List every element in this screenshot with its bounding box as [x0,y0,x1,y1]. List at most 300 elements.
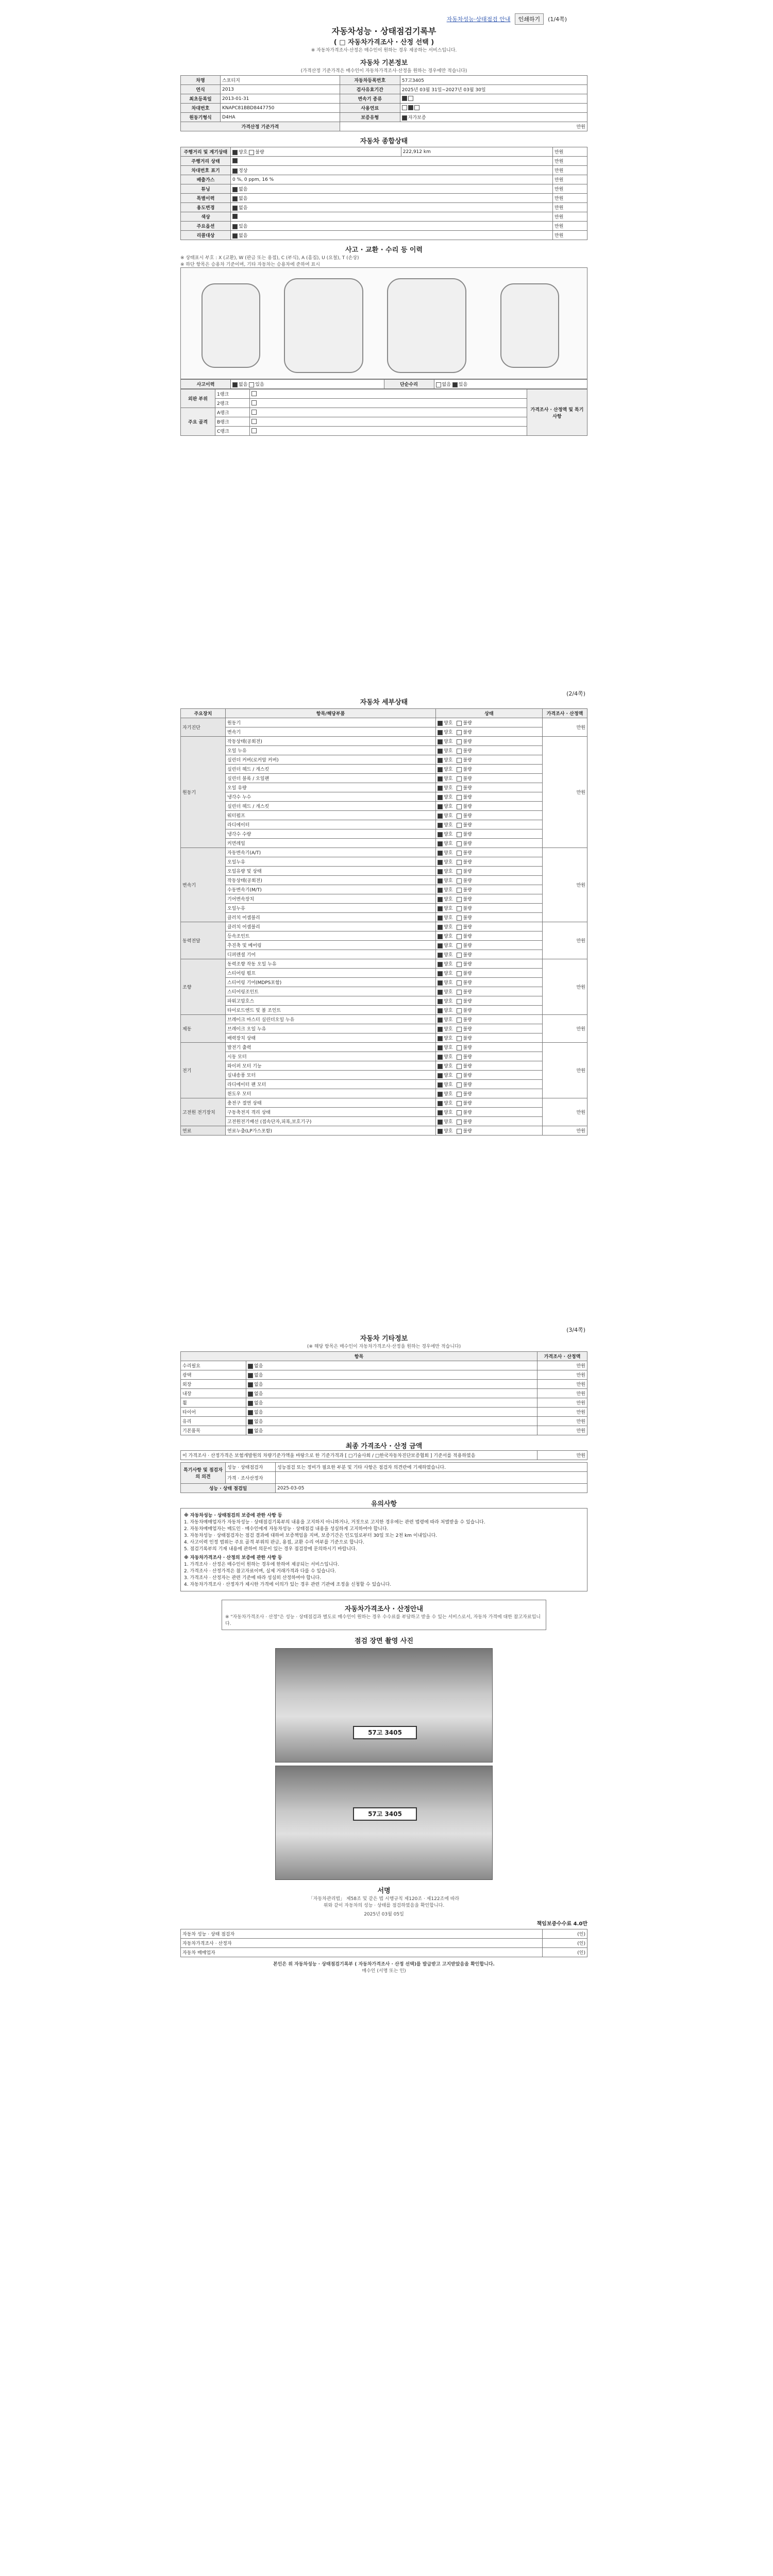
other-row [181,1361,587,1370]
col-device: 주요장치 [181,709,226,718]
detail-row [181,755,587,765]
detail-item-name: 클러치 어셈블리 [226,922,436,931]
detail-bad-checkbox[interactable] [457,804,462,809]
detail-bad-checkbox[interactable] [457,878,462,884]
rankA-label: A랭크 [215,408,250,417]
other-none-checkbox[interactable] [248,1364,253,1369]
detail-item-name: 오일 누유 [226,746,436,755]
detail-bad-text: 불량 [463,990,472,995]
special-inspector-label: 성능 · 상태점검자 [226,1463,276,1472]
detail-row [181,867,587,876]
engine-value: D4HA [221,113,340,122]
detail-bad-text: 불량 [463,749,472,754]
notes-box [180,1508,587,1591]
detail-good-text: 양호 [444,823,453,828]
car-left-view [201,283,260,368]
detail-row [181,1015,587,1024]
detail-good-checkbox[interactable] [438,1082,443,1088]
detail-bad-checkbox[interactable] [457,1036,462,1041]
special-inspector-text: 성능점검 또는 정비가 필요한 부분 및 기타 사항은 점검자 의견란에 기재하였습니다. [276,1463,587,1472]
special-opinion-label: 특기사항 및 점검자의 의견 [181,1463,226,1484]
note-line: 1. 자동차매매업자가 자동차성능 · 상태점검기록부의 내용을 고지하지 아니하거나, 거짓으로 고지한 경우에는 관련 법령에 따라 처벌받을 수 있습니다. [184,1520,485,1526]
detail-bad-text: 불량 [463,953,472,958]
detail-good-checkbox[interactable] [438,1008,443,1013]
detail-good-checkbox[interactable] [438,721,443,726]
detail-bad-checkbox[interactable] [457,934,462,939]
detail-item-name: 충전구 절연 상태 [226,1098,436,1108]
vin-normal-checkbox[interactable] [232,168,238,174]
detail-bad-text: 불량 [463,1120,472,1125]
detail-good-checkbox[interactable] [438,953,443,958]
recall-unit: 만원 [553,231,587,240]
inspect-date-value: 2025-03-05 [276,1484,587,1493]
detail-bad-checkbox[interactable] [457,823,462,828]
recall-label: 리콜대상 [181,231,231,240]
detail-row [181,885,587,894]
detail-bad-checkbox[interactable] [457,1092,462,1097]
other-heading: 자동차 기타정보 [360,1335,408,1343]
other-none-checkbox[interactable] [248,1373,253,1378]
other-none-checkbox[interactable] [248,1429,253,1434]
vin-unit: 만원 [553,166,587,175]
detail-bad-checkbox[interactable] [457,1027,462,1032]
detail-good-checkbox[interactable] [438,1055,443,1060]
detail-row [181,1061,587,1071]
detail-good-text: 양호 [444,814,453,819]
detail-item-name: 브레이크 오일 누유 [226,1024,436,1033]
auto-checkbox[interactable] [402,96,407,101]
other-none-checkbox[interactable] [248,1392,253,1397]
detail-good-text: 양호 [444,990,453,995]
detail-bad-text: 불량 [463,1064,472,1069]
detail-row [181,941,587,950]
detail-row [181,820,587,829]
period-value: 2025년 03월 31일~2027년 03월 30일 [400,85,587,94]
detail-bad-text: 불량 [463,980,472,986]
detail-bad-checkbox[interactable] [457,869,462,874]
detail-bad-checkbox[interactable] [457,776,462,782]
color-label: 색상 [181,212,231,222]
detail-good-checkbox[interactable] [438,739,443,744]
car-no-label: 자동차등록번호 [340,76,400,85]
detail-good-checkbox[interactable] [438,1036,443,1041]
detail-row [181,774,587,783]
detail-good-checkbox[interactable] [438,1120,443,1125]
detail-bad-checkbox[interactable] [457,897,462,902]
document-subtitle: ( □ 자동차가격조사 · 산정 선택 ) [333,39,434,46]
color-check[interactable] [232,214,238,219]
detail-price-cell: 만원 [543,1098,587,1126]
rank2-checkbox[interactable] [251,400,257,405]
detail-good-checkbox[interactable] [438,832,443,837]
detail-row [181,913,587,922]
detail-bad-checkbox[interactable] [457,730,462,735]
detail-good-checkbox[interactable] [438,841,443,846]
detail-row [181,1043,587,1052]
detail-bad-checkbox[interactable] [457,971,462,976]
detail-row [181,829,587,839]
detail-good-checkbox[interactable] [438,1018,443,1023]
detail-good-checkbox[interactable] [438,730,443,735]
detail-good-checkbox[interactable] [438,906,443,911]
note-line: 4. 자동차가격조사 · 산정자가 제시한 가격에 이의가 있는 경우 관련 기관에 조정을 신청할 수 있습니다. [184,1582,392,1588]
detail-row [181,996,587,1006]
note-line: ※ 자동차가격조사 · 산정의 보증에 관한 사항 등 [184,1555,282,1561]
detail-bad-checkbox[interactable] [457,758,462,763]
basic-info-note: (가격산정 기준가격은 매수인이 자동차가격조사·산정을 원하는 경우에만 적습니다) [300,69,467,74]
special-label: 특별이력 [181,194,231,203]
price-heading: 최종 가격조사 · 산정 금액 [345,1443,423,1450]
accident-legend-2: ※ 하단 항목은 승용차 기준이며, 기타 자동차는 승용차에 준하여 표시 [180,262,320,267]
price-guide-box [222,1600,546,1630]
detail-item-name: 기어변속장치 [226,894,436,904]
detail-good-checkbox[interactable] [438,749,443,754]
detail-item-name: 발전기 출력 [226,1043,436,1052]
detail-bad-text: 불량 [463,1092,472,1097]
detail-bad-checkbox[interactable] [457,721,462,726]
detail-good-checkbox[interactable] [438,1101,443,1106]
fuel-gasoline-checkbox[interactable] [402,105,407,110]
detail-good-checkbox[interactable] [438,888,443,893]
detail-item-name: 워터펌프 [226,811,436,820]
detail-bad-text: 불량 [463,999,472,1004]
detail-item-name: 추진축 및 베어링 [226,941,436,950]
mileage-check[interactable] [232,158,238,163]
detail-row [181,802,587,811]
car-right-view [500,283,559,368]
detail-bad-checkbox[interactable] [457,841,462,846]
info-link[interactable]: 자동차성능·상태점검 안내 [446,16,511,23]
detail-bad-checkbox[interactable] [457,795,462,800]
detail-good-text: 양호 [444,795,453,800]
detail-price-cell: 만원 [543,737,587,848]
detail-row [181,904,587,913]
fuel-diesel-checkbox[interactable] [408,105,413,110]
other-row-label: 휠 [181,1398,246,1408]
detail-good-text: 양호 [444,953,453,958]
detail-bad-checkbox[interactable] [457,943,462,948]
price-guide-text: ※ "자동차가격조사 · 산정"은 성능 · 상태점검과 별도로 매수인이 원하는 경우 수수료를 부담하고 받을 수 있는 서비스로서, 자동차 가격에 대한 참고자료입니다. [225,1614,541,1626]
odometer-good-checkbox[interactable] [232,150,238,155]
detail-good-checkbox[interactable] [438,971,443,976]
detail-row [181,1006,587,1015]
detail-bad-checkbox[interactable] [457,786,462,791]
detail-group-name: 고전원 전기장치 [181,1098,226,1126]
basic-info-heading: 자동차 기본정보 [360,59,408,67]
other-row [181,1398,587,1408]
detail-good-text: 양호 [444,1055,453,1060]
detail-bad-checkbox[interactable] [457,749,462,754]
other-row [181,1380,587,1389]
accident-heading: 사고 · 교환 · 수리 등 이력 [345,246,423,254]
detail-bad-checkbox[interactable] [457,832,462,837]
sign-seller-label: 자동차 매매업자 [181,1947,543,1957]
acc-price-col: 가격조사 · 산정액 및 특기사항 [527,389,587,436]
detail-good-checkbox[interactable] [438,786,443,791]
special-table [180,1462,587,1493]
detail-bad-text: 불량 [463,786,472,791]
detail-bad-text: 불량 [463,776,472,782]
detail-row [181,959,587,969]
recall-none-checkbox[interactable] [232,233,238,239]
inspect-date-label: 성능 · 상태 점검일 [181,1484,276,1493]
other-row-label: 수리필요 [181,1361,246,1370]
buyer-sign: (서명 또는 인) [377,1968,406,1974]
vin-label: 차대번호 [181,104,221,113]
emission-label: 배출가스 [181,175,231,184]
detail-bad-checkbox[interactable] [457,906,462,911]
detail-item-name: 수동변속기(M/T) [226,885,436,894]
detail-bad-checkbox[interactable] [457,925,462,930]
detail-item-name: 스티어링조인트 [226,987,436,996]
acc-none-checkbox[interactable] [232,382,238,387]
rankA-checkbox[interactable] [251,410,257,415]
period-label: 검사유효기간 [340,85,400,94]
warranty-checkbox[interactable] [402,115,407,121]
simple-exist-text: 있음 [458,382,468,387]
detail-good-checkbox[interactable] [438,916,443,921]
other-row [181,1389,587,1398]
detail-bad-text: 불량 [463,888,472,893]
detail-row [181,727,587,737]
detail-good-text: 양호 [444,916,453,921]
detail-good-checkbox[interactable] [438,999,443,1004]
detail-bad-text: 불량 [463,1008,472,1013]
detail-bad-text: 불량 [463,1073,472,1078]
detail-bad-text: 불량 [463,943,472,948]
detail-item-name: 냉각수 누수 [226,792,436,802]
detail-bad-checkbox[interactable] [457,1110,462,1115]
detail-item-name: 라디에이터 [226,820,436,829]
detail-item-name: 디퍼렌셜 기어 [226,950,436,959]
detail-item-name: 클러치 어셈블리 [226,913,436,922]
tuning-none-checkbox[interactable] [232,187,238,192]
detail-bad-checkbox[interactable] [457,860,462,865]
front-photo [275,1648,493,1762]
detail-row [181,876,587,885]
detail-bad-checkbox[interactable] [457,1101,462,1106]
detail-item-name: 구동축전지 격리 상태 [226,1108,436,1117]
odometer-bad-checkbox[interactable] [249,150,254,155]
detail-good-checkbox[interactable] [438,980,443,986]
detail-good-checkbox[interactable] [438,1027,443,1032]
use-none-text: 없음 [239,206,248,211]
detail-bad-text: 불량 [463,897,472,902]
detail-good-text: 양호 [444,897,453,902]
detail-item-name: 파워고압호스 [226,996,436,1006]
other-row-label: 유리 [181,1417,246,1426]
option-label: 주요옵션 [181,222,231,231]
detail-good-checkbox[interactable] [438,962,443,967]
detail-good-checkbox[interactable] [438,934,443,939]
detail-bad-text: 불량 [463,1110,472,1115]
detail-good-checkbox[interactable] [438,860,443,865]
simple-none-checkbox[interactable] [436,382,441,387]
rankB-checkbox[interactable] [251,419,257,424]
other-none-checkbox[interactable] [248,1401,253,1406]
detail-good-checkbox[interactable] [438,943,443,948]
detail-good-checkbox[interactable] [438,823,443,828]
detail-item-name: 오일유량 및 상태 [226,867,436,876]
detail-good-text: 양호 [444,730,453,735]
sign-law-2: 위와 같이 자동차의 성능 · 상태를 점검하였음을 확인합니다. [323,1903,445,1908]
car-frame-view [387,278,466,373]
sign-date: 2025년 03월 05일 [364,1911,404,1917]
detail-bad-checkbox[interactable] [457,1073,462,1078]
detail-item-name: 스티어링 기어(MDPS포함) [226,978,436,987]
detail-good-text: 양호 [444,860,453,865]
detail-row [181,922,587,931]
detail-group-name: 자기진단 [181,718,226,737]
buyer-label: 매수인 [362,1968,376,1974]
detail-good-checkbox[interactable] [438,1045,443,1050]
detail-row [181,1108,587,1117]
rank1-checkbox[interactable] [251,391,257,396]
detail-good-text: 양호 [444,1101,453,1106]
detail-good-checkbox[interactable] [438,814,443,819]
rank2-label: 2랭크 [215,399,250,408]
detail-good-text: 양호 [444,999,453,1004]
detail-good-text: 양호 [444,878,453,884]
detail-price-cell: 만원 [543,1043,587,1098]
detail-bad-text: 불량 [463,916,472,921]
mileage-label: 주행거리 상태 [181,157,231,166]
car-no-value: 57고3405 [400,76,587,85]
acc-label: 사고이력 [181,380,231,389]
detail-good-checkbox[interactable] [438,758,443,763]
note-line: 2. 가격조사 · 산정가격은 참고자료이며, 실제 거래가격과 다를 수 있습니다. [184,1569,337,1574]
detail-bad-checkbox[interactable] [457,1055,462,1060]
tuning-unit: 만원 [553,184,587,194]
car-name-value: 스포티지 [221,76,340,85]
detail-bad-checkbox[interactable] [457,814,462,819]
detail-good-text: 양호 [444,943,453,948]
detail-bad-checkbox[interactable] [457,990,462,995]
other-none-text: 없음 [254,1410,263,1415]
detail-bad-text: 불량 [463,758,472,763]
skel-label: 주요 골격 [181,408,215,436]
detail-good-checkbox[interactable] [438,1092,443,1097]
detail-group-name: 제동 [181,1015,226,1043]
detail-item-name: 연료누출(LP가스포함) [226,1126,436,1136]
detail-good-checkbox[interactable] [438,795,443,800]
rank1-label: 1랭크 [215,389,250,399]
detail-bad-checkbox[interactable] [457,888,462,893]
detail-bad-checkbox[interactable] [457,1082,462,1088]
detail-bad-checkbox[interactable] [457,1120,462,1125]
sign-heading: 서명 [377,1887,391,1895]
special-pricer-label: 가격 · 조사산정자 [226,1472,276,1484]
mileage-unit: 만원 [553,157,587,166]
detail-good-checkbox[interactable] [438,1129,443,1134]
detail-good-checkbox[interactable] [438,1073,443,1078]
simple-exist-checkbox[interactable] [452,382,458,387]
detail-bad-text: 불량 [463,878,472,884]
detail-good-text: 양호 [444,1045,453,1050]
detail-good-checkbox[interactable] [438,990,443,995]
detail-good-checkbox[interactable] [438,804,443,809]
detail-row [181,737,587,746]
other-row [181,1370,587,1380]
detail-good-checkbox[interactable] [438,767,443,772]
rankB-label: B랭크 [215,417,250,427]
detail-bad-checkbox[interactable] [457,916,462,921]
warranty-value: 자가보증 [408,115,426,121]
detail-bad-checkbox[interactable] [457,767,462,772]
detail-bad-text: 불량 [463,860,472,865]
detail-bad-checkbox[interactable] [457,1064,462,1069]
other-table [180,1351,587,1435]
other-none-text: 없음 [254,1382,263,1387]
other-none-checkbox[interactable] [248,1419,253,1425]
option-exist-text: 있음 [239,224,248,229]
detail-item-name: 스티어링 펌프 [226,969,436,978]
detail-bad-checkbox[interactable] [457,980,462,986]
emission-value: 0 %, 0 ppm, 16 % [231,175,553,184]
detail-bad-text: 불량 [463,925,472,930]
detail-item-name: 오일 유량 [226,783,436,792]
special-none-checkbox[interactable] [232,196,238,201]
other-note: (※ 해당 항목은 매수인이 자동차가격조사·산정을 원하는 경우에만 적습니다) [307,1344,461,1349]
detail-row [181,1098,587,1108]
detail-bad-checkbox[interactable] [457,1129,462,1134]
detail-row [181,1033,587,1043]
use-none-checkbox[interactable] [232,206,238,211]
rankC-checkbox[interactable] [251,428,257,433]
detail-good-checkbox[interactable] [438,869,443,874]
detail-bad-text: 불량 [463,1027,472,1032]
detail-good-checkbox[interactable] [438,1064,443,1069]
detail-bad-checkbox[interactable] [457,739,462,744]
detail-bad-checkbox[interactable] [457,962,462,967]
odometer-price-unit: 만원 [553,147,587,157]
year-label: 연식 [181,85,221,94]
fuel-lpg-checkbox[interactable] [414,105,419,110]
detail-bad-checkbox[interactable] [457,851,462,856]
detail-row [181,987,587,996]
detail-bad-checkbox[interactable] [457,1045,462,1050]
state-table [180,147,587,240]
detail-good-checkbox[interactable] [438,1110,443,1115]
detail-good-checkbox[interactable] [438,925,443,930]
print-button[interactable]: 인쇄하기 [515,13,544,25]
detail-bad-checkbox[interactable] [457,1008,462,1013]
detail-row [181,1117,587,1126]
option-exist-checkbox[interactable] [232,224,238,229]
detail-price-cell: 만원 [543,718,587,737]
detail-row [181,765,587,774]
detail-good-text: 양호 [444,749,453,754]
detail-good-checkbox[interactable] [438,897,443,902]
note-line: 4. 사고이력 인정 범위는 주요 골격 부위의 판금, 용접, 교환 수리 여부를 기준으로 합니다. [184,1540,364,1546]
page-number-2: (2/4쪽) [566,690,585,697]
detail-good-checkbox[interactable] [438,776,443,782]
other-none-checkbox[interactable] [248,1382,253,1387]
acc-exist-checkbox[interactable] [249,382,254,387]
detail-bad-checkbox[interactable] [457,999,462,1004]
price-basis-unit: 만원 [340,122,587,131]
detail-bad-text: 불량 [463,795,472,800]
detail-bad-checkbox[interactable] [457,1018,462,1023]
detail-good-checkbox[interactable] [438,851,443,856]
detail-good-checkbox[interactable] [438,878,443,884]
detail-bad-text: 불량 [463,739,472,744]
detail-bad-checkbox[interactable] [457,953,462,958]
manual-checkbox[interactable] [408,96,413,101]
detail-good-text: 양호 [444,869,453,874]
detail-item-name: 실내송풍 모터 [226,1071,436,1080]
other-none-checkbox[interactable] [248,1410,253,1415]
